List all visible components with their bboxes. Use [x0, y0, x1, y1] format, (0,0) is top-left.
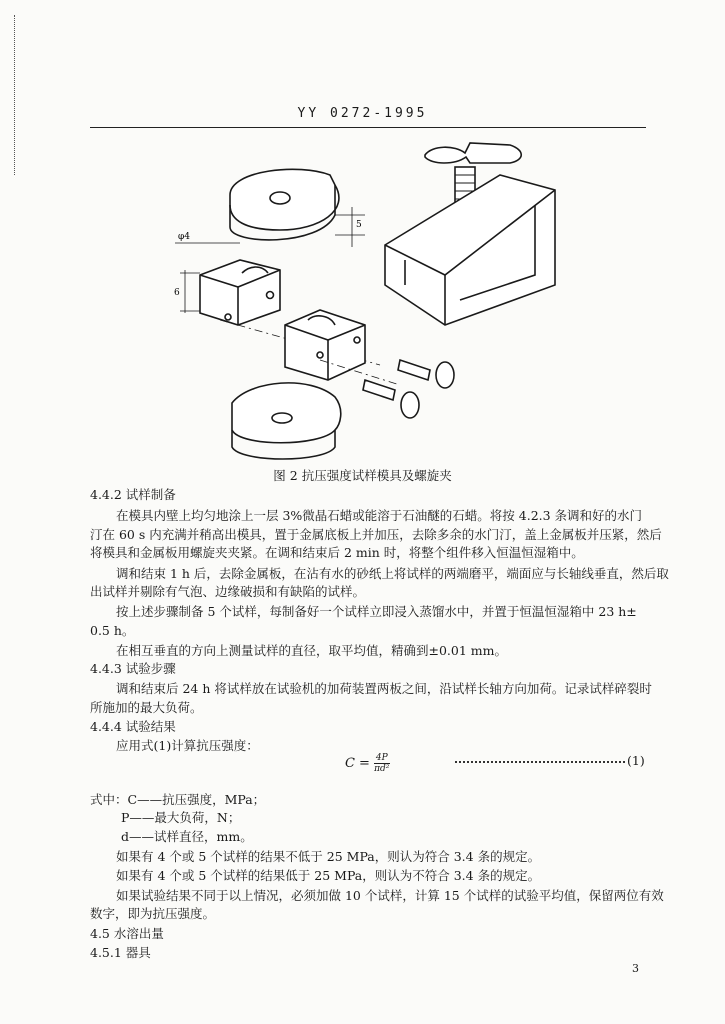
dim-thickness-label: 5 — [356, 220, 362, 230]
section-heading: 4.4.3 试验步骤 — [90, 661, 176, 676]
paragraph-line: 调和结束后 24 h 将试样放在试验机的加荷装置两板之间，沿试样长轴方向加荷。记录试样碎裂时 — [116, 681, 652, 696]
paragraph-line: 如果有 4 个或 5 个试样的结果不低于 25 MPa，则认为符合 3.4 条的规定。 — [116, 849, 541, 864]
paragraph-line: 所施加的最大负荷。 — [90, 700, 203, 715]
section-heading: 4.4.4 试验结果 — [90, 719, 176, 734]
page-number: 3 — [632, 962, 639, 975]
symbol-definition: 式中：C——抗压强度，MPa； — [90, 792, 266, 807]
paragraph-line: 在模具内壁上均匀地涂上一层 3%微晶石蜡或能溶于石油醚的石蜡。将按 4.2.3 条调和好的水门 — [116, 508, 643, 523]
formula-eq: = — [358, 756, 370, 771]
symbol-definition: P——最大负荷，N； — [121, 810, 241, 825]
paragraph-line: 0.5 h。 — [90, 623, 135, 638]
section-heading: 4.5 水溶出量 — [90, 926, 164, 941]
symbol-definition: d——试样直径，mm。 — [121, 829, 253, 844]
dim-diameter-label: φ4 — [178, 232, 191, 242]
scan-margin-line — [14, 15, 15, 175]
formula-denominator: πd² — [374, 764, 390, 774]
section-heading: 4.4.2 试样制备 — [90, 487, 176, 502]
compressive-strength-formula — [345, 753, 390, 774]
formula-lhs: C — [345, 756, 355, 771]
header-rule — [90, 127, 646, 128]
right-mold-block — [285, 310, 365, 380]
screw-clamp — [385, 143, 555, 325]
formula-leader-dots — [455, 761, 625, 763]
formula-number: (1) — [627, 753, 645, 768]
formula-fraction — [374, 753, 390, 774]
paragraph-line: 在相互垂直的方向上测量试样的直径，取平均值，精确到±0.01 mm。 — [116, 643, 507, 658]
figure-caption: 图 2 抗压强度试样模具及螺旋夹 — [273, 468, 452, 483]
section-heading: 4.5.1 器具 — [90, 945, 151, 960]
paragraph-line: 数字，即为抗压强度。 — [90, 906, 216, 921]
lower-disk — [232, 383, 341, 459]
paragraph-line: 出试样并剔除有气泡、边缘破损和有缺陷的试样。 — [90, 584, 366, 599]
paragraph-line: 调和结束 1 h 后，去除金属板，在沾有水的砂纸上将试样的两端磨平，端面应与长轴线垂直，然后取 — [116, 566, 669, 581]
paragraph-line: 应用式(1)计算抗压强度： — [116, 738, 259, 753]
paragraph-line: 汀在 60 s 内充满并稍高出模具，置于金属底板上并加压，去除多余的水门汀，盖上金属板并压紧，然后 — [90, 527, 662, 542]
left-mold-block — [200, 260, 280, 325]
standard-code: YY 0272-1995 — [297, 106, 428, 121]
paragraph-line: 如果有 4 个或 5 个试样的结果低于 25 MPa，则认为不符合 3.4 条的规定。 — [116, 868, 541, 883]
paragraph-line: 如果试验结果不同于以上情况，必须加做 10 个试样，计算 15 个试样的试验平均值，保留两位有效 — [116, 888, 664, 903]
upper-disk — [230, 169, 339, 240]
mold-and-clamp-figure — [170, 135, 560, 460]
paragraph-line: 按上述步骤制备 5 个试样，每制备好一个试样立即浸入蒸馏水中，并置于恒温恒湿箱中 23 h± — [116, 604, 637, 619]
paragraph-line: 将模具和金属板用螺旋夹夹紧。在调和结束后 2 min 时，将整个组件移入恒温恒湿箱中。 — [90, 545, 584, 560]
formula-numerator: 4P — [375, 753, 388, 763]
dim-height-label: 6 — [174, 288, 180, 298]
